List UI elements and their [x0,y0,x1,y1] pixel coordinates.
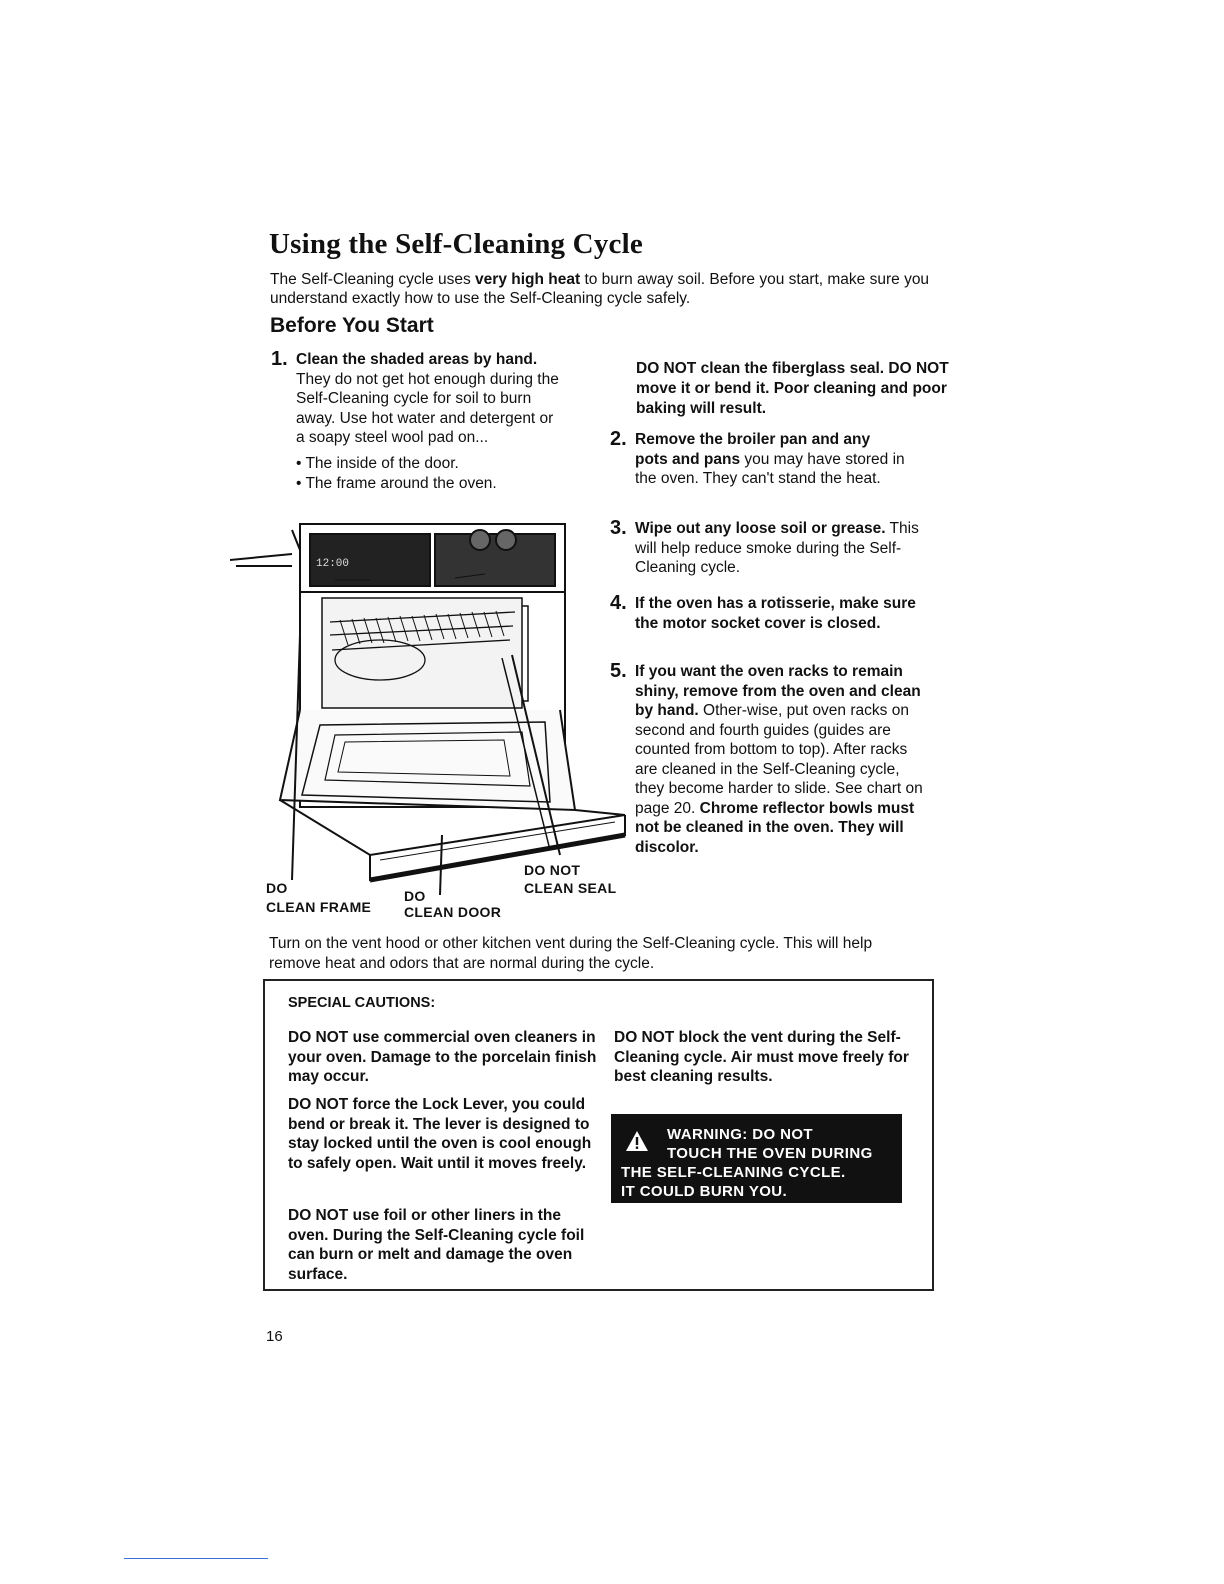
footer-rule [124,1558,268,1559]
page-number: 16 [266,1328,283,1345]
cautions-heading: SPECIAL CAUTIONS: [288,995,436,1011]
callout-clean-door-line2: CLEAN DOOR [404,904,502,920]
intro-paragraph [270,270,970,308]
callout-do-not-clean-seal-line1: DO NOT [524,862,581,878]
warning-triangle-icon [625,1130,649,1152]
step-5-tail: Chrome reflector bowls must not be cleaned in the oven. They will discolor. [635,799,915,856]
step-3-body: This will help reduce smoke during the Self-Cleaning cycle. [635,520,919,576]
intro-bold: very high heat [475,271,581,288]
caution-block-vent: DO NOT block the vent during the Self-Cleaning cycle. Air must move freely for best cleaning results. [614,1029,909,1085]
step-4-number: 4. [610,592,627,614]
step-1-bullet-2: • The frame around the oven. [296,474,497,492]
caution-foil-liners: DO NOT use foil or other liners in the oven. During the Self-Cleaning cycle foil can burn or melt and damage the oven surface. [288,1207,585,1283]
warning-line-3: THE SELF-CLEANING CYCLE. [621,1164,846,1181]
callout-clean-frame-line1: DO [266,880,288,896]
step-1-heading: Clean the shaded areas by hand. [296,351,538,368]
seal-warning-note: DO NOT clean the fiberglass seal. DO NOT move it or bend it. Poor cleaning and poor baking will result. [636,360,949,417]
step-5-number: 5. [610,660,627,682]
step-1-body: They do not get hot enough during the Self-Cleaning cycle for soil to burn away. Use hot water and detergent or a soapy steel wool pad on... [296,370,559,446]
step-2-heading: Remove the broiler pan and any pots and pans [635,431,871,468]
vent-note: Turn on the vent hood or other kitchen vent during the Self-Cleaning cycle. This will help remove heat and odors that are normal during the cycle. [269,935,873,972]
callout-do-not-clean-seal-line2: CLEAN SEAL [524,880,617,896]
clock-display: 12:00 [316,558,350,570]
step-3-heading: Wipe out any loose soil or grease. [635,520,886,537]
warning-box [611,1114,902,1203]
warning-line-2: TOUCH THE OVEN DURING [667,1145,873,1162]
step-4-heading: If the oven has a rotisserie, make sure the motor socket cover is closed. [635,595,916,632]
step-2-body: you may have stored in the oven. They can't stand the heat. [635,450,905,487]
step-2-number: 2. [610,428,627,450]
callout-clean-frame-line2: CLEAN FRAME [266,899,372,915]
step-1-bullet-1: • The inside of the door. [296,454,459,472]
warning-line-4: IT COULD BURN YOU. [621,1183,788,1200]
oven-illustration [230,510,630,905]
caution-lock-lever: DO NOT force the Lock Lever, you could bend or break it. The lever is designed to stay locked until the oven is cool enough to safely open. Wait until it moves freely. [288,1096,592,1172]
intro-text-1: The Self-Cleaning cycle uses [270,271,476,288]
step-5-body: Other-wise, put oven racks on second and fourth guides (guides are counted from bottom to top). After racks are cleaned in the Self-Cleaning cycle, they become harder to slide. See chart on page 20. [635,702,923,817]
caution-commercial-cleaners: DO NOT use commercial oven cleaners in your oven. Damage to the porcelain finish may occur. [288,1029,597,1085]
section-heading: Before You Start [270,314,434,337]
step-5-heading: If you want the oven racks to remain shiny, remove from the oven and clean by hand. [635,663,921,719]
page-title: Using the Self-Cleaning Cycle [269,228,643,260]
warning-line-1: WARNING: DO NOT [667,1126,813,1143]
step-1-number: 1. [271,348,288,370]
intro-text-2: to burn away soil. Before you start, make sure you understand exactly how to use the Self-Cleaning cycle safely. [270,271,930,307]
callout-clean-door-line1: DO [404,888,426,904]
step-3-number: 3. [610,517,627,539]
